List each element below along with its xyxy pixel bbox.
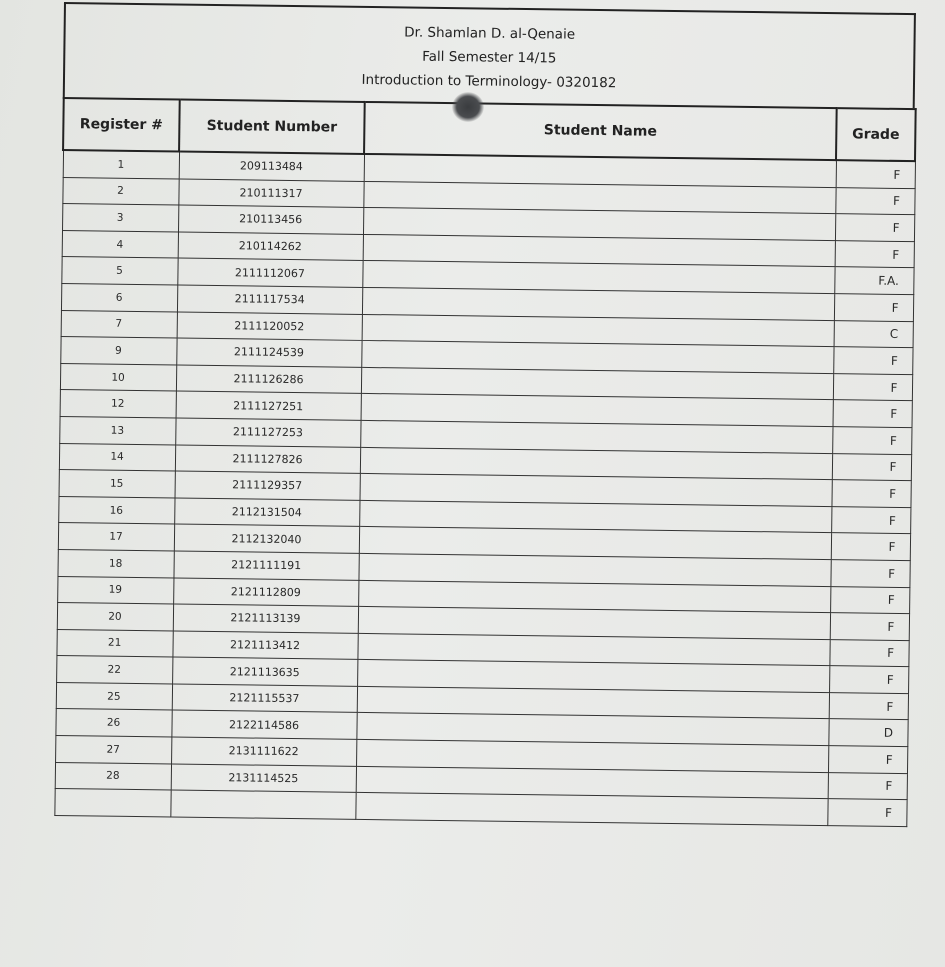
student-number-cell: 2131114525 <box>171 764 356 793</box>
register-cell <box>54 789 170 817</box>
grade-cell: F <box>830 613 909 641</box>
register-cell: 25 <box>56 682 172 710</box>
register-cell: 2 <box>62 177 178 205</box>
student-number-cell: 2121113635 <box>172 657 357 686</box>
grade-cell: F <box>833 400 912 428</box>
student-number-cell: 2111112067 <box>177 258 362 287</box>
sheet-header <box>63 2 916 108</box>
grades-table <box>53 97 916 827</box>
pointer-shadow <box>452 92 484 122</box>
register-cell: 9 <box>60 337 176 365</box>
grade-cell: F <box>832 453 911 481</box>
student-number-cell: 2121111191 <box>173 551 358 580</box>
register-cell: 14 <box>59 443 175 471</box>
register-cell: 10 <box>60 363 176 391</box>
student-number-cell: 2111127253 <box>175 418 360 447</box>
grade-cell: F <box>828 772 907 800</box>
register-cell: 3 <box>62 204 178 232</box>
column-header-register: Register # <box>63 98 180 152</box>
grade-cell: F <box>831 533 910 561</box>
register-cell: 22 <box>56 656 172 684</box>
grade-cell: F <box>829 666 908 694</box>
grade-cell: F <box>834 294 913 322</box>
student-number-cell: 2112132040 <box>174 524 359 553</box>
student-number-cell: 2111126286 <box>176 365 361 394</box>
student-number-cell: 2111127251 <box>176 391 361 420</box>
column-header-student-name: Student Name <box>364 102 837 160</box>
instructor-name: Dr. Shamlan D. al-Qenaie <box>404 24 576 43</box>
grade-sheet <box>53 2 916 827</box>
register-cell: 20 <box>57 603 173 631</box>
register-cell: 16 <box>58 496 174 524</box>
register-cell: 6 <box>61 283 177 311</box>
grade-cell: F <box>832 427 911 455</box>
register-cell: 7 <box>61 310 177 338</box>
grade-cell: F <box>835 214 914 242</box>
register-cell: 1 <box>63 150 179 179</box>
student-number-cell: 2122114586 <box>171 710 356 739</box>
column-header-student-number: Student Number <box>179 100 365 154</box>
grade-cell: F.A. <box>834 267 913 295</box>
grade-cell: F <box>831 480 910 508</box>
grade-cell: F <box>833 347 912 375</box>
student-number-cell: 2111127826 <box>175 445 360 474</box>
register-cell: 28 <box>55 762 171 790</box>
register-cell: 4 <box>62 230 178 258</box>
student-number-cell: 2111124539 <box>176 338 361 367</box>
register-cell: 5 <box>61 257 177 285</box>
grade-cell: F <box>827 799 906 827</box>
student-number-cell: 209113484 <box>179 152 364 182</box>
student-number-cell: 2111120052 <box>177 312 362 341</box>
column-header-grade: Grade <box>836 108 916 161</box>
grade-cell: C <box>834 320 913 348</box>
register-cell: 12 <box>60 390 176 418</box>
register-cell: 17 <box>58 523 174 551</box>
grade-cell: F <box>835 187 914 215</box>
register-cell: 27 <box>55 736 171 764</box>
student-number-cell: 2121113139 <box>173 604 358 633</box>
register-cell: 18 <box>57 549 173 577</box>
student-name-cell <box>355 793 827 826</box>
student-number-cell <box>170 790 355 819</box>
grade-cell: F <box>829 692 908 720</box>
student-number-cell: 2121112809 <box>173 577 358 606</box>
grade-cell: F <box>836 160 915 188</box>
student-number-cell: 210114262 <box>178 232 363 261</box>
grade-cell: F <box>829 639 908 667</box>
grade-cell: F <box>833 373 912 401</box>
student-number-cell: 2111129357 <box>175 471 360 500</box>
grade-cell: F <box>828 746 907 774</box>
grade-cell: F <box>830 559 909 587</box>
table-body <box>54 150 915 826</box>
register-cell: 13 <box>59 416 175 444</box>
student-number-cell: 210113456 <box>178 205 363 234</box>
course-title: Introduction to Terminology- 0320182 <box>361 71 617 92</box>
student-number-cell: 2121113412 <box>172 631 357 660</box>
student-number-cell: 2131111622 <box>171 737 356 766</box>
grade-cell: F <box>835 240 914 268</box>
register-cell: 26 <box>55 709 171 737</box>
register-cell: 19 <box>57 576 173 604</box>
student-number-cell: 2111117534 <box>177 285 362 314</box>
register-cell: 15 <box>59 470 175 498</box>
student-number-cell: 2121115537 <box>172 684 357 713</box>
student-number-cell: 210111317 <box>178 179 363 208</box>
grade-cell: D <box>828 719 907 747</box>
student-number-cell: 2112131504 <box>174 498 359 527</box>
register-cell: 21 <box>56 629 172 657</box>
semester-label: Fall Semester 14/15 <box>422 48 557 67</box>
grade-cell: F <box>831 506 910 534</box>
grade-cell: F <box>830 586 909 614</box>
